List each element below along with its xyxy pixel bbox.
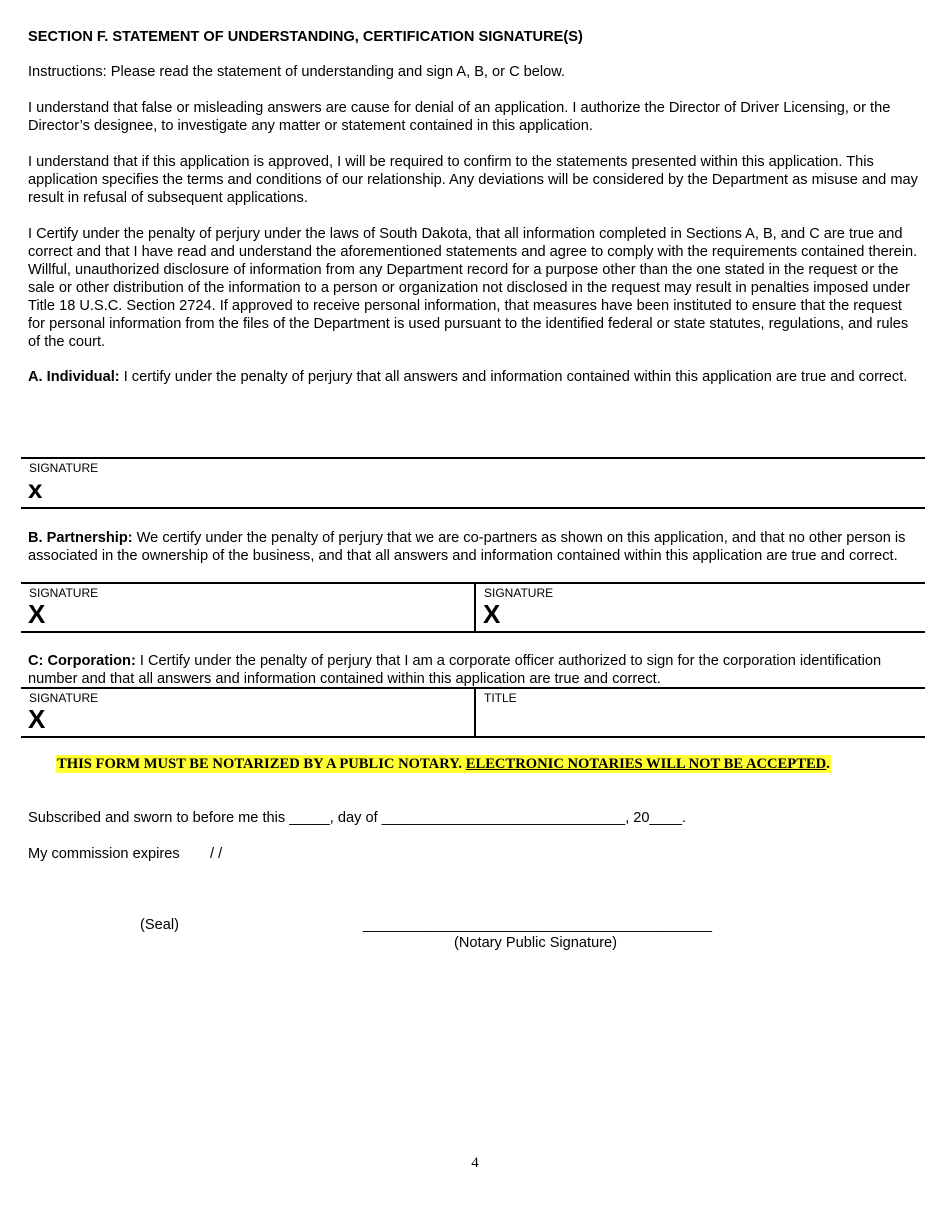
- partnership-statement: [28, 529, 920, 565]
- partnership-text: We certify under the penalty of perjury that we are co-partners as shown on this application, and that no other person is associated in the ownership of the business, and that all answers and information contained within this application are true and correct.: [28, 530, 906, 564]
- notary-notice-main: THIS FORM MUST BE NOTARIZED BY A PUBLIC NOTARY.: [57, 756, 466, 772]
- partnership-heading: B. Partnership:: [28, 530, 133, 546]
- individual-signature-field[interactable]: [21, 459, 925, 507]
- partnership-signature-box: [21, 582, 925, 633]
- partner-1-signature-field[interactable]: [21, 584, 474, 631]
- statement-paragraph-1: I understand that false or misleading answers are cause for denial of an application. I authorize the Director of Driver Licensing, or the Director’s designee, to investigate any matter or statement contained in this application.: [28, 100, 891, 134]
- statement-paragraph-2: I understand that if this application is approved, I will be required to confirm to the statements presented within this application. This application specifies the terms and conditions of our relationship. Any deviations will be considered by the Department as misuse and may result in refusal of subsequent applications.: [28, 154, 918, 206]
- partner-1-signature-label: SIGNATURE: [29, 586, 99, 600]
- notary-signature-caption: (Notary Public Signature): [454, 935, 618, 951]
- commission-label: My commission expires: [28, 846, 180, 862]
- commission-date-field[interactable]: / /: [210, 846, 223, 862]
- partner-2-signature-field[interactable]: [476, 584, 925, 631]
- notary-notice: [56, 755, 831, 773]
- sworn-line[interactable]: Subscribed and sworn to before me this _____, day of ______________________________, 20____.: [28, 810, 687, 826]
- section-title: SECTION F. STATEMENT OF UNDERSTANDING, CERTIFICATION SIGNATURE(S): [28, 29, 583, 45]
- partner-2-signature-label: SIGNATURE: [484, 586, 554, 600]
- partner-2-signature-mark: X: [483, 599, 501, 629]
- individual-statement: [28, 368, 920, 386]
- individual-text: I certify under the penalty of perjury that all answers and information contained within this application are true and correct.: [123, 369, 908, 385]
- corporation-title-label: TITLE: [484, 691, 517, 705]
- instructions: Instructions: Please read the statement of understanding and sign A, B, or C below.: [28, 64, 566, 80]
- individual-heading: A. Individual:: [28, 369, 120, 385]
- notary-signature-line[interactable]: ___________________________________________: [363, 917, 713, 933]
- corporation-title-field[interactable]: [476, 689, 925, 736]
- partner-1-signature-mark: X: [28, 599, 46, 629]
- seal-label: (Seal): [140, 917, 179, 933]
- notary-notice-end: .: [826, 756, 830, 772]
- individual-signature-box[interactable]: [21, 457, 925, 509]
- corporation-signature-field[interactable]: [21, 689, 474, 736]
- certification-paragraph: I Certify under the penalty of perjury under the laws of South Dakota, that all information completed in Sections A, B, and C are true and correct and that I have read and understand the aforementioned statements and agree to comply with the requirements contained therein. Willful, unauthorized disclosure of information from any Department record for a purpose other than the one stated in the request or the sale or other distribution of the information to a person or organization not disclosed in the request may result in penalties imposed under Title 18 U.S.C. Section 2724. If approved to receive personal information, that measures have been instituted to ensure that the request for personal information from the files of the Department is used pursuant to the identified federal or state statutes, regulations, and rules of the court.: [28, 226, 918, 350]
- individual-signature-mark: x: [28, 474, 43, 504]
- corporation-statement: [28, 652, 920, 688]
- corporation-signature-label: SIGNATURE: [29, 691, 99, 705]
- corporation-text: I Certify under the penalty of perjury that I am a corporate officer authorized to sign for the corporation identification number and that all answers and information contained within this application are true and correct.: [28, 653, 882, 687]
- individual-signature-label: SIGNATURE: [29, 461, 99, 475]
- corporation-signature-box: [21, 687, 925, 738]
- corporation-signature-mark: X: [28, 704, 46, 734]
- page-number: 4: [471, 1155, 479, 1171]
- notary-notice-electronic: ELECTRONIC NOTARIES WILL NOT BE ACCEPTED: [465, 756, 827, 772]
- corporation-heading: C: Corporation:: [28, 653, 136, 669]
